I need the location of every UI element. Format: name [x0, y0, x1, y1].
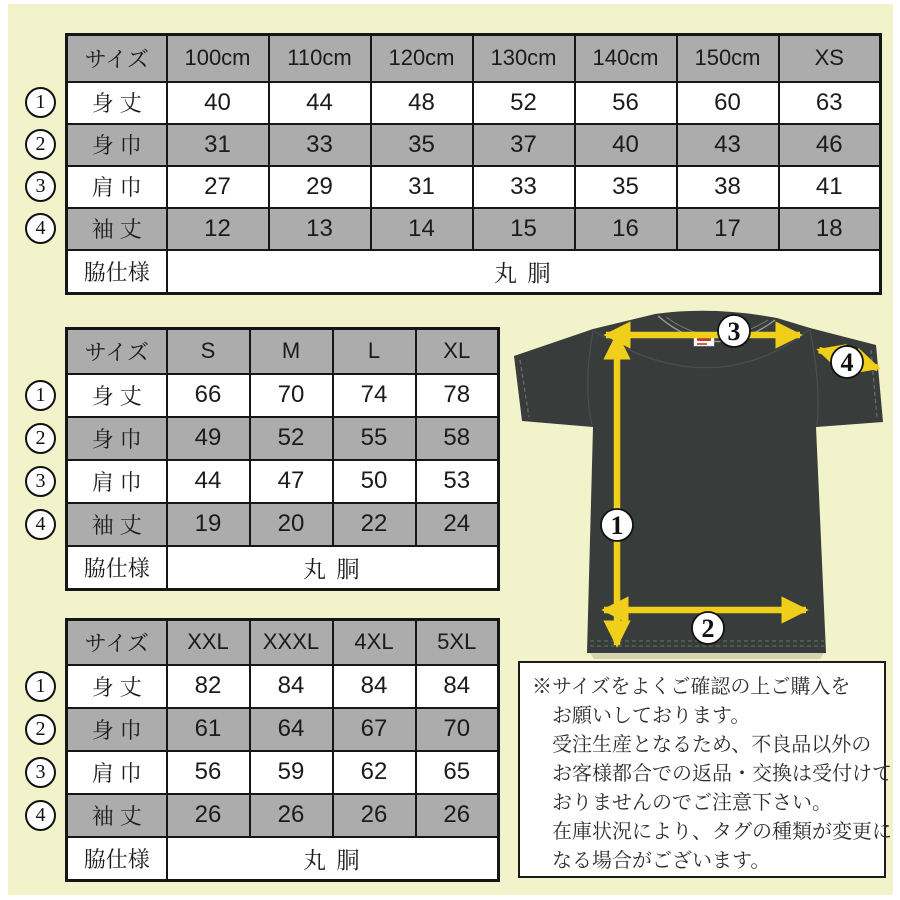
measure-value-cell: 37: [473, 124, 575, 166]
size-table-big: [25, 618, 500, 882]
row-number-badge: 2: [25, 129, 56, 160]
size-table-adult: [25, 327, 500, 591]
measure-value-cell: 16: [575, 208, 677, 250]
size-column-header: 150cm: [677, 35, 779, 82]
measure-row-label: 身 巾: [67, 417, 167, 460]
measure-value-cell: 15: [473, 208, 575, 250]
measure-value-cell: 66: [167, 374, 250, 417]
diagram-marker-2: 2: [701, 614, 715, 643]
measure-value-cell: 43: [677, 124, 779, 166]
row-number-badge: 4: [25, 213, 56, 244]
notice-line: なる場合がございます。: [552, 850, 771, 872]
measure-row-label: 身 丈: [67, 374, 167, 417]
tshirt-measurement-diagram: [500, 305, 895, 660]
measure-value-cell: 84: [333, 665, 416, 708]
size-column-header: M: [250, 329, 333, 374]
measure-value-cell: 14: [371, 208, 473, 250]
measure-value-cell: 40: [167, 82, 269, 124]
measure-row-label: 身 丈: [67, 665, 167, 708]
measure-row-label: 肩 巾: [67, 751, 167, 794]
measure-value-cell: 19: [167, 503, 250, 546]
measure-row-label: 肩 巾: [67, 460, 167, 503]
measure-value-cell: 58: [416, 417, 499, 460]
measure-value-cell: 78: [416, 374, 499, 417]
measure-value-cell: 41: [779, 166, 881, 208]
size-column-header: 120cm: [371, 35, 473, 82]
notice-line: お願いしております。: [552, 705, 751, 727]
measure-value-cell: 12: [167, 208, 269, 250]
row-number-badge: 3: [25, 757, 56, 788]
measure-value-cell: 24: [416, 503, 499, 546]
notice-line: 受注生産となるため、不良品以外の: [552, 734, 872, 756]
notice-line: 在庫状況により、タグの種類が変更に: [552, 821, 892, 843]
measure-row-label: 身 巾: [67, 124, 167, 166]
measure-value-cell: 70: [416, 708, 499, 751]
measure-value-cell: 17: [677, 208, 779, 250]
measure-value-cell: 52: [250, 417, 333, 460]
measure-value-cell: 31: [371, 166, 473, 208]
measure-value-cell: 33: [473, 166, 575, 208]
notice-line: ※サイズをよくご確認の上ご購入を: [532, 676, 851, 698]
measure-value-cell: 44: [167, 460, 250, 503]
measure-value-cell: 46: [779, 124, 881, 166]
tshirt-silhouette: [514, 311, 883, 653]
measure-value-cell: 63: [779, 82, 881, 124]
row-number-badge: 1: [25, 671, 56, 702]
measure-value-cell: 47: [250, 460, 333, 503]
measure-value-cell: 49: [167, 417, 250, 460]
row-number-badge: 4: [25, 509, 56, 540]
size-table: [65, 33, 882, 295]
size-column-header: XL: [416, 329, 499, 374]
size-column-header: XXXL: [250, 620, 333, 665]
measure-value-cell: 44: [269, 82, 371, 124]
measure-value-cell: 55: [333, 417, 416, 460]
measure-value-cell: 18: [779, 208, 881, 250]
measure-value-cell: 82: [167, 665, 250, 708]
measure-row-label: 肩 巾: [67, 166, 167, 208]
measure-value-cell: 31: [167, 124, 269, 166]
size-column-header: 110cm: [269, 35, 371, 82]
row-number-badge: 2: [25, 423, 56, 454]
size-column-header: 130cm: [473, 35, 575, 82]
notice-line: お客様都合での返品・交換は受付けて: [552, 763, 892, 785]
measure-value-cell: 35: [575, 166, 677, 208]
measure-value-cell: 70: [250, 374, 333, 417]
measure-value-cell: 62: [333, 751, 416, 794]
row-number-badge: 3: [25, 466, 56, 497]
side-spec-value: 丸 胴: [167, 546, 499, 590]
measure-row-label: 袖 丈: [67, 794, 167, 837]
measure-value-cell: 48: [371, 82, 473, 124]
row-number-badge: 1: [25, 87, 56, 118]
size-column-header: XS: [779, 35, 881, 82]
side-spec-label: 脇仕様: [67, 546, 167, 590]
size-column-header: L: [333, 329, 416, 374]
measure-value-cell: 50: [333, 460, 416, 503]
side-spec-value: 丸 胴: [167, 837, 499, 881]
size-column-header: 5XL: [416, 620, 499, 665]
size-table: [65, 618, 500, 882]
size-column-header: XXL: [167, 620, 250, 665]
notice-line: おりませんのでご注意下さい。: [552, 792, 832, 814]
measure-value-cell: 26: [167, 794, 250, 837]
size-column-header: 140cm: [575, 35, 677, 82]
measure-value-cell: 56: [167, 751, 250, 794]
measure-row-label: 身 巾: [67, 708, 167, 751]
measure-value-cell: 53: [416, 460, 499, 503]
row-number-badge: 4: [25, 800, 56, 831]
measure-value-cell: 22: [333, 503, 416, 546]
measure-value-cell: 84: [250, 665, 333, 708]
diagram-marker-3: 3: [727, 317, 741, 346]
row-number-badge: 3: [25, 171, 56, 202]
tshirt-shadow: [590, 653, 824, 659]
measure-value-cell: 26: [250, 794, 333, 837]
size-column-header: S: [167, 329, 250, 374]
diagram-marker-1: 1: [610, 511, 624, 540]
measure-value-cell: 29: [269, 166, 371, 208]
notice-box: [518, 661, 892, 878]
measure-value-cell: 61: [167, 708, 250, 751]
row-number-badge: 1: [25, 380, 56, 411]
measure-value-cell: 60: [677, 82, 779, 124]
diagram-marker-4: 4: [840, 348, 854, 377]
measure-value-cell: 27: [167, 166, 269, 208]
measure-value-cell: 20: [250, 503, 333, 546]
measure-value-cell: 38: [677, 166, 779, 208]
measure-value-cell: 52: [473, 82, 575, 124]
side-spec-label: 脇仕様: [67, 250, 167, 294]
measure-value-cell: 26: [416, 794, 499, 837]
size-column-header: 4XL: [333, 620, 416, 665]
row-number-badge: 2: [25, 714, 56, 745]
size-table-kids: [25, 33, 882, 295]
measure-value-cell: 13: [269, 208, 371, 250]
size-column-title: サイズ: [67, 35, 167, 82]
measure-row-label: 袖 丈: [67, 503, 167, 546]
size-column-title: サイズ: [67, 620, 167, 665]
size-column-header: 100cm: [167, 35, 269, 82]
measure-value-cell: 59: [250, 751, 333, 794]
measure-value-cell: 33: [269, 124, 371, 166]
measure-value-cell: 40: [575, 124, 677, 166]
measure-value-cell: 64: [250, 708, 333, 751]
size-column-title: サイズ: [67, 329, 167, 374]
measure-value-cell: 65: [416, 751, 499, 794]
size-table: [65, 327, 500, 591]
measure-row-label: 袖 丈: [67, 208, 167, 250]
side-spec-label: 脇仕様: [67, 837, 167, 881]
measure-value-cell: 67: [333, 708, 416, 751]
measure-value-cell: 74: [333, 374, 416, 417]
measure-value-cell: 56: [575, 82, 677, 124]
measure-value-cell: 26: [333, 794, 416, 837]
measure-row-label: 身 丈: [67, 82, 167, 124]
side-spec-value: 丸 胴: [167, 250, 881, 294]
measure-value-cell: 35: [371, 124, 473, 166]
measure-value-cell: 84: [416, 665, 499, 708]
